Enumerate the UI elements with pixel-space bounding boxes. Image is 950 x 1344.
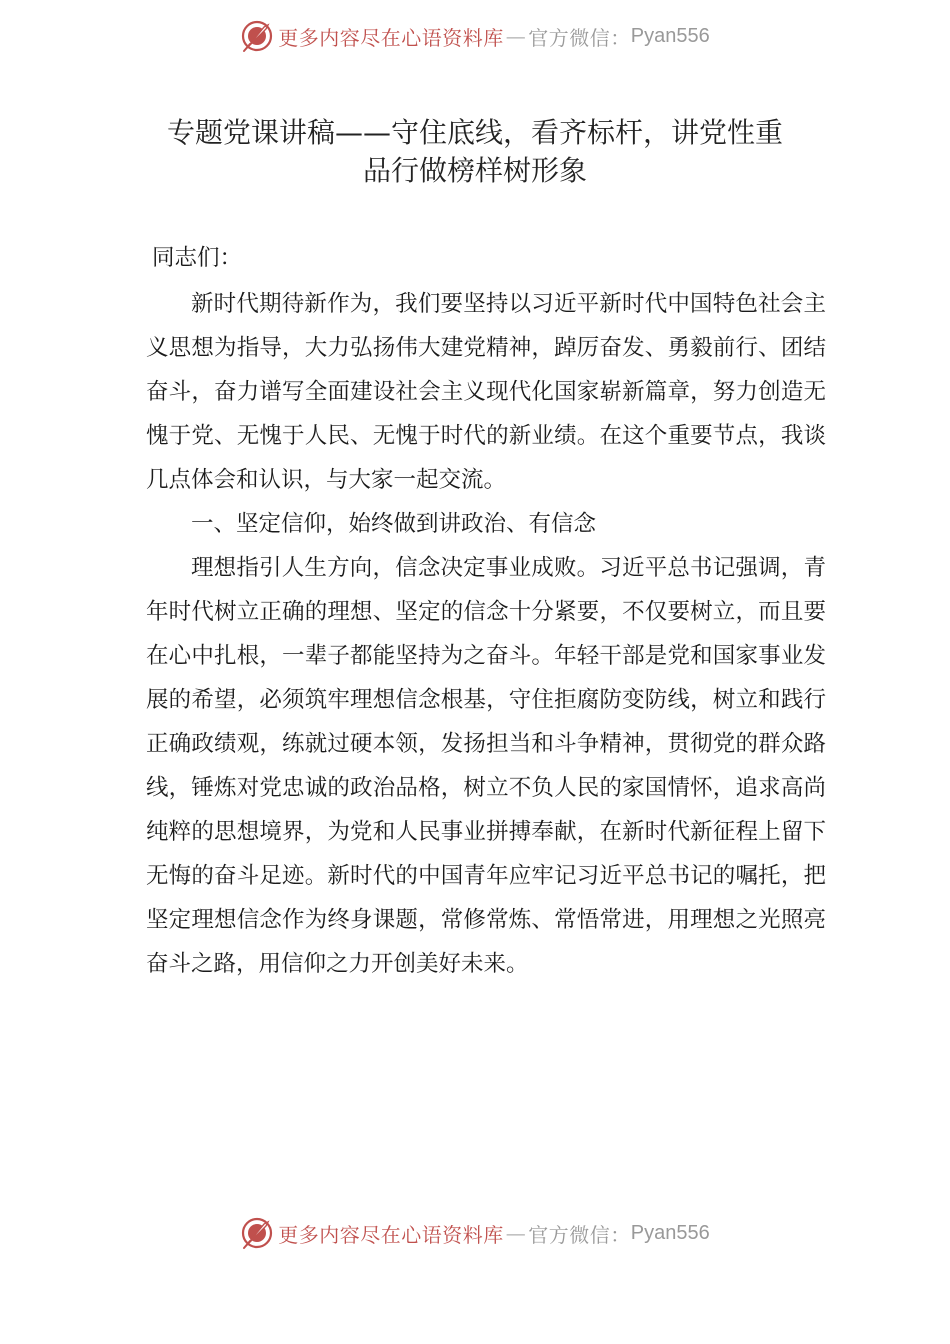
section-heading-1: 一、坚定信仰，始终做到讲政治、有信念	[191, 511, 597, 537]
quill-logo-icon	[240, 1216, 274, 1250]
banner-account: Pyan556	[630, 1221, 710, 1244]
document-body	[146, 236, 826, 986]
banner-weixin-label: 官方微信：	[528, 25, 631, 50]
title-line-1: 专题党课讲稿——守住底线，看齐标杆，讲党性重	[166, 116, 783, 149]
title-line-2: 品行做榜样树形象	[362, 154, 587, 187]
banner-weixin-label: 官方微信：	[528, 1222, 631, 1247]
banner-slogan: 更多内容尽在心语资料库	[278, 1222, 504, 1247]
paragraph-intro: 新时代期待新作为，我们要坚持以习近平新时代中国特色社会主义思想为指导，大力弘扬伟大建党精神，踔厉奋发、勇毅前行、团结奋斗，奋力谱写全面建设社会主义现代化国家崭新篇章，努力创造无愧于党、无愧于人民、无愧于时代的新业绩。在这个重要节点，我谈几点体会和认识，与大家一起交流。	[146, 291, 826, 493]
banner-account: Pyan556	[630, 24, 710, 47]
banner-slogan: 更多内容尽在心语资料库	[278, 25, 504, 50]
quill-logo-icon	[240, 19, 274, 53]
paragraph-section-1: 理想指引人生方向，信念决定事业成败。习近平总书记强调，青年时代树立正确的理想、坚定的信念十分紧要，不仅要树立，而且要在心中扎根，一辈子都能坚持为之奋斗。年轻干部是党和国家事业发展的希望，必须筑牢理想信念根基，守住拒腐防变防线，树立和践行正确政绩观，练就过硬本领，发扬担当和斗争精神，贯彻党的群众路线，锤炼对党忠诚的政治品格，树立不负人民的家国情怀，追求高尚纯粹的思想境界，为党和人民事业拼搏奉献，在新时代新征程上留下无悔的奋斗足迹。新时代的中国青年应牢记习近平总书记的嘱托，把坚定理想信念作为终身课题，常修常炼、常悟常进，用理想之光照亮奋斗之路，用信仰之力开创美好未来。	[146, 555, 826, 977]
greeting: 同志们：	[152, 245, 243, 271]
footer-banner	[0, 1213, 950, 1253]
banner-dash: —	[505, 24, 527, 48]
banner-dash: —	[505, 1221, 527, 1245]
header-banner	[0, 16, 950, 56]
document-title	[100, 114, 850, 190]
